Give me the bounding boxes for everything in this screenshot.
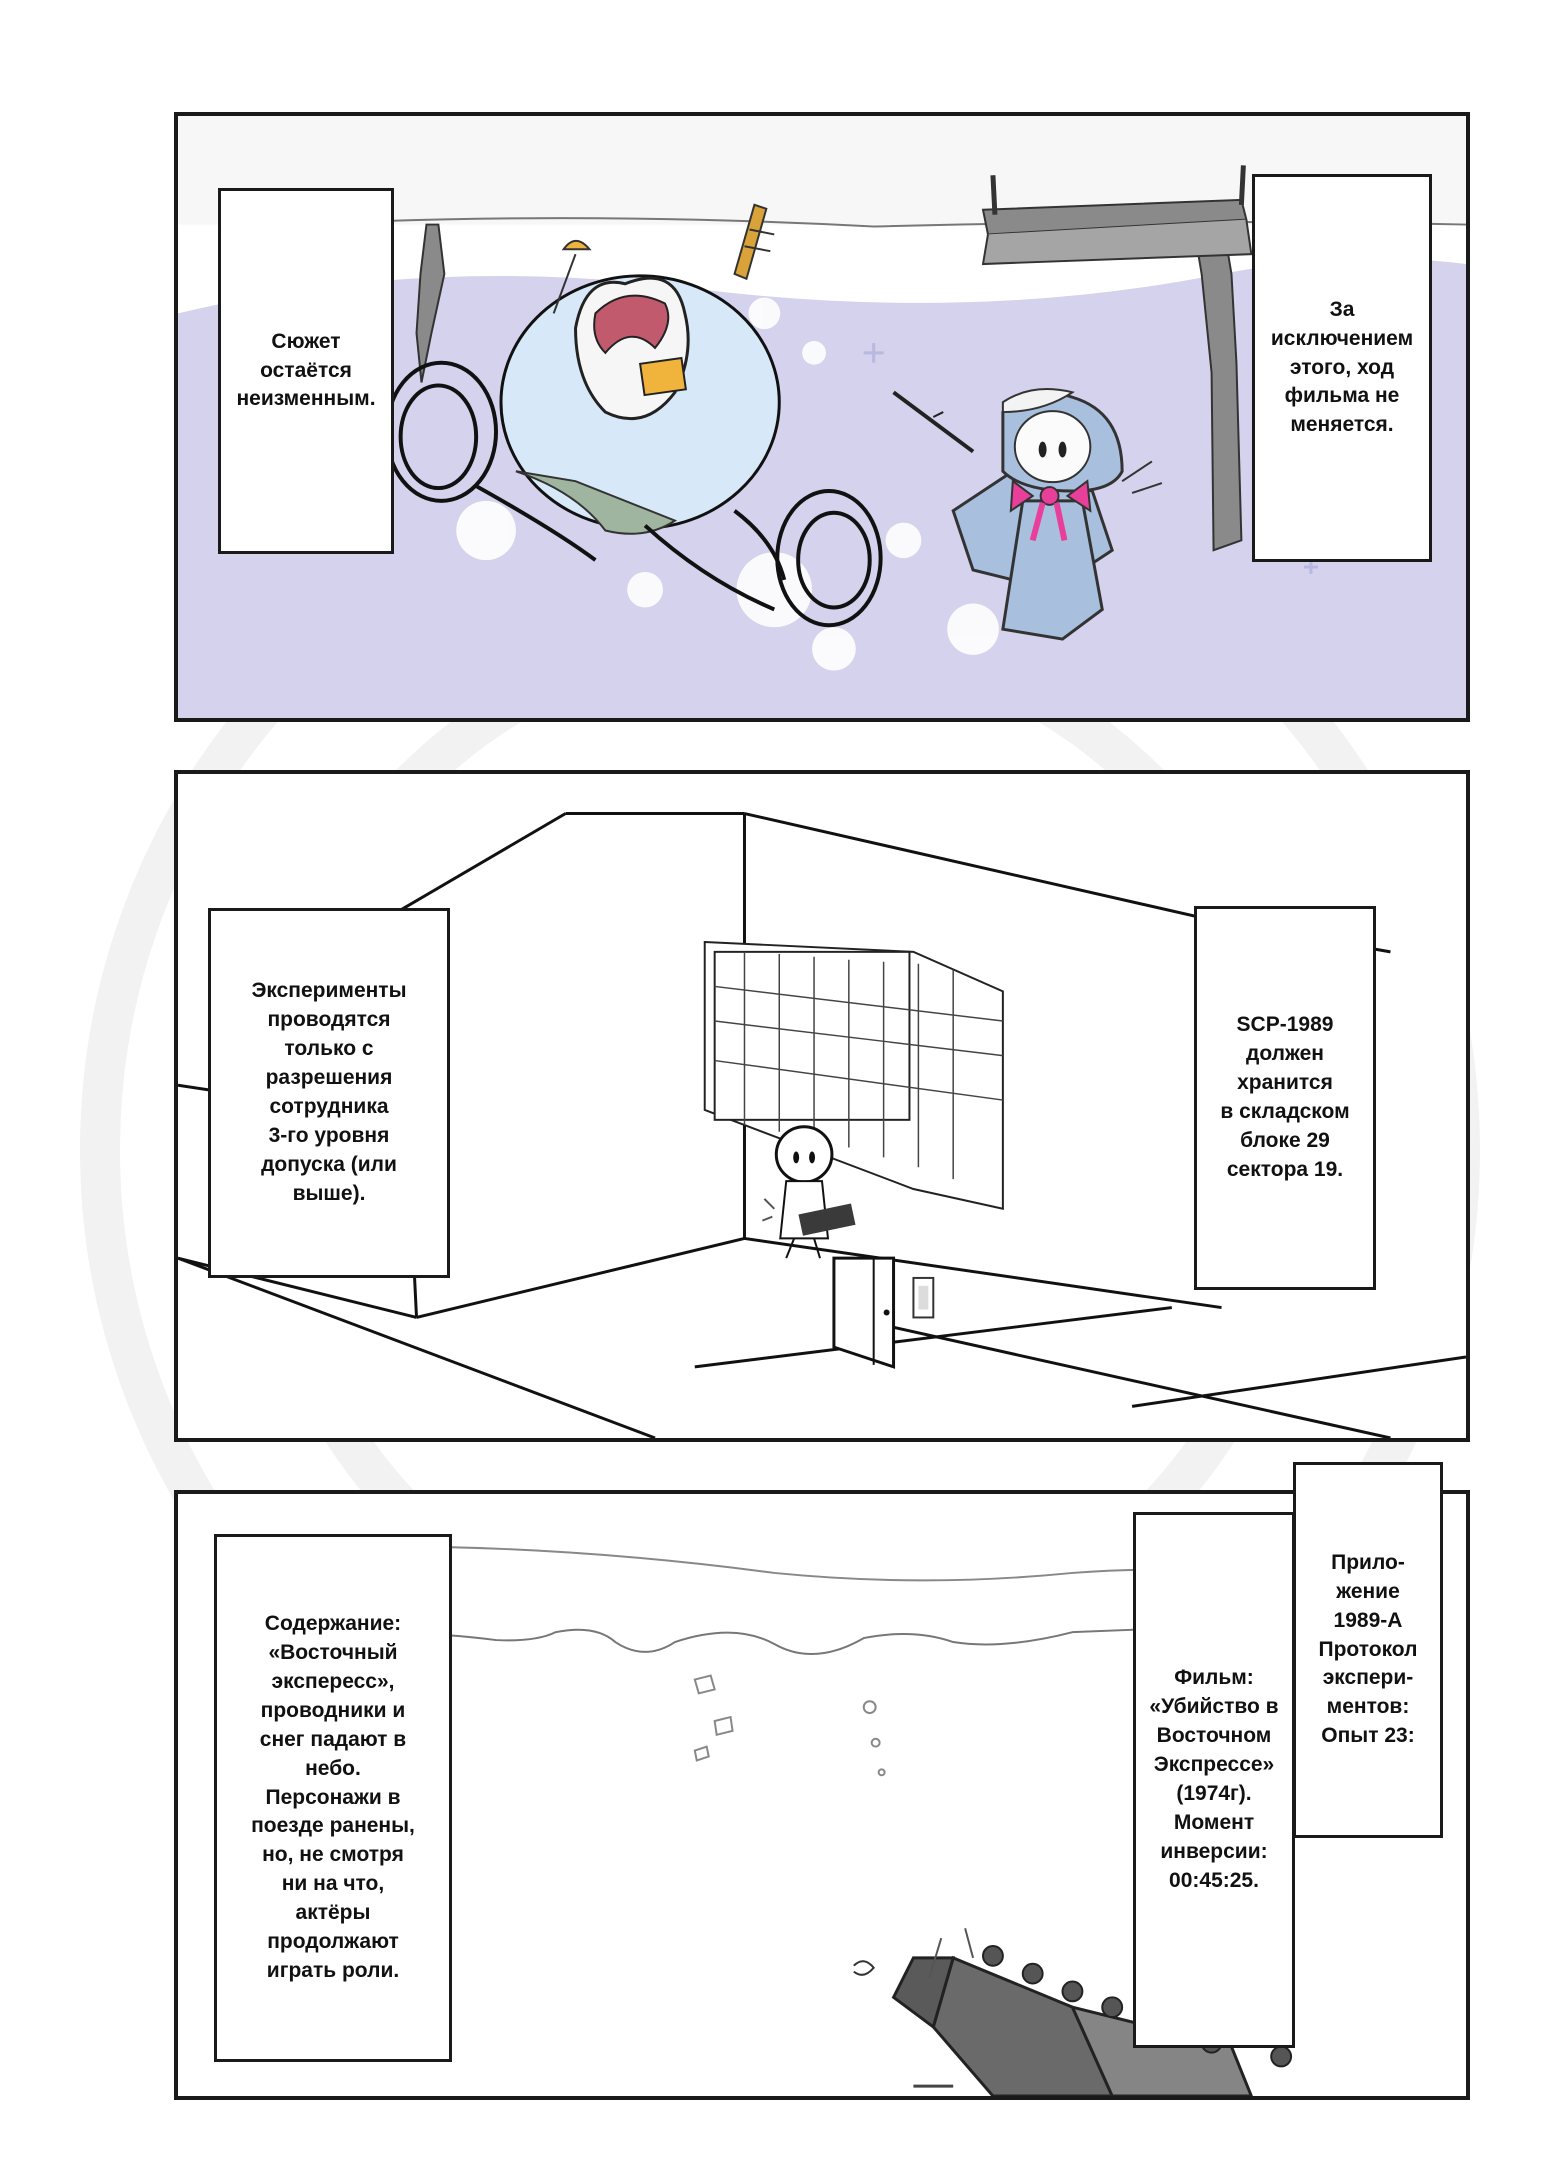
caption-film: Фильм: «Убийство в Восточном Экспрессе» (1974г). Момент инверсии: 00:45:25. bbox=[1133, 1512, 1295, 2048]
panel-storage-room bbox=[174, 770, 1470, 1442]
caption-storage: SCP-1989 должен хранится в складском блоке 29 сектора 19. bbox=[1194, 906, 1376, 1290]
caption-plot: Сюжет остаётся неизменным. bbox=[218, 188, 394, 554]
caption-exception: За исключением этого, ход фильма не меняется. bbox=[1252, 174, 1432, 562]
caption-experiments: Эксперименты проводятся только с разрешения сотрудника 3-го уровня допуска (или выше). bbox=[208, 908, 450, 1278]
panel-fairy-godmother bbox=[174, 112, 1470, 722]
caption-appendix: Прило- жение 1989-А Протокол экспери- ментов: Опыт 23: bbox=[1293, 1462, 1443, 1838]
caption-content: Содержание: «Восточный экспересс», проводники и снег падают в небо. Персонажи в поезде ранены, но, не смотря ни на что, актёры продолжают играть роли. bbox=[214, 1534, 452, 2062]
